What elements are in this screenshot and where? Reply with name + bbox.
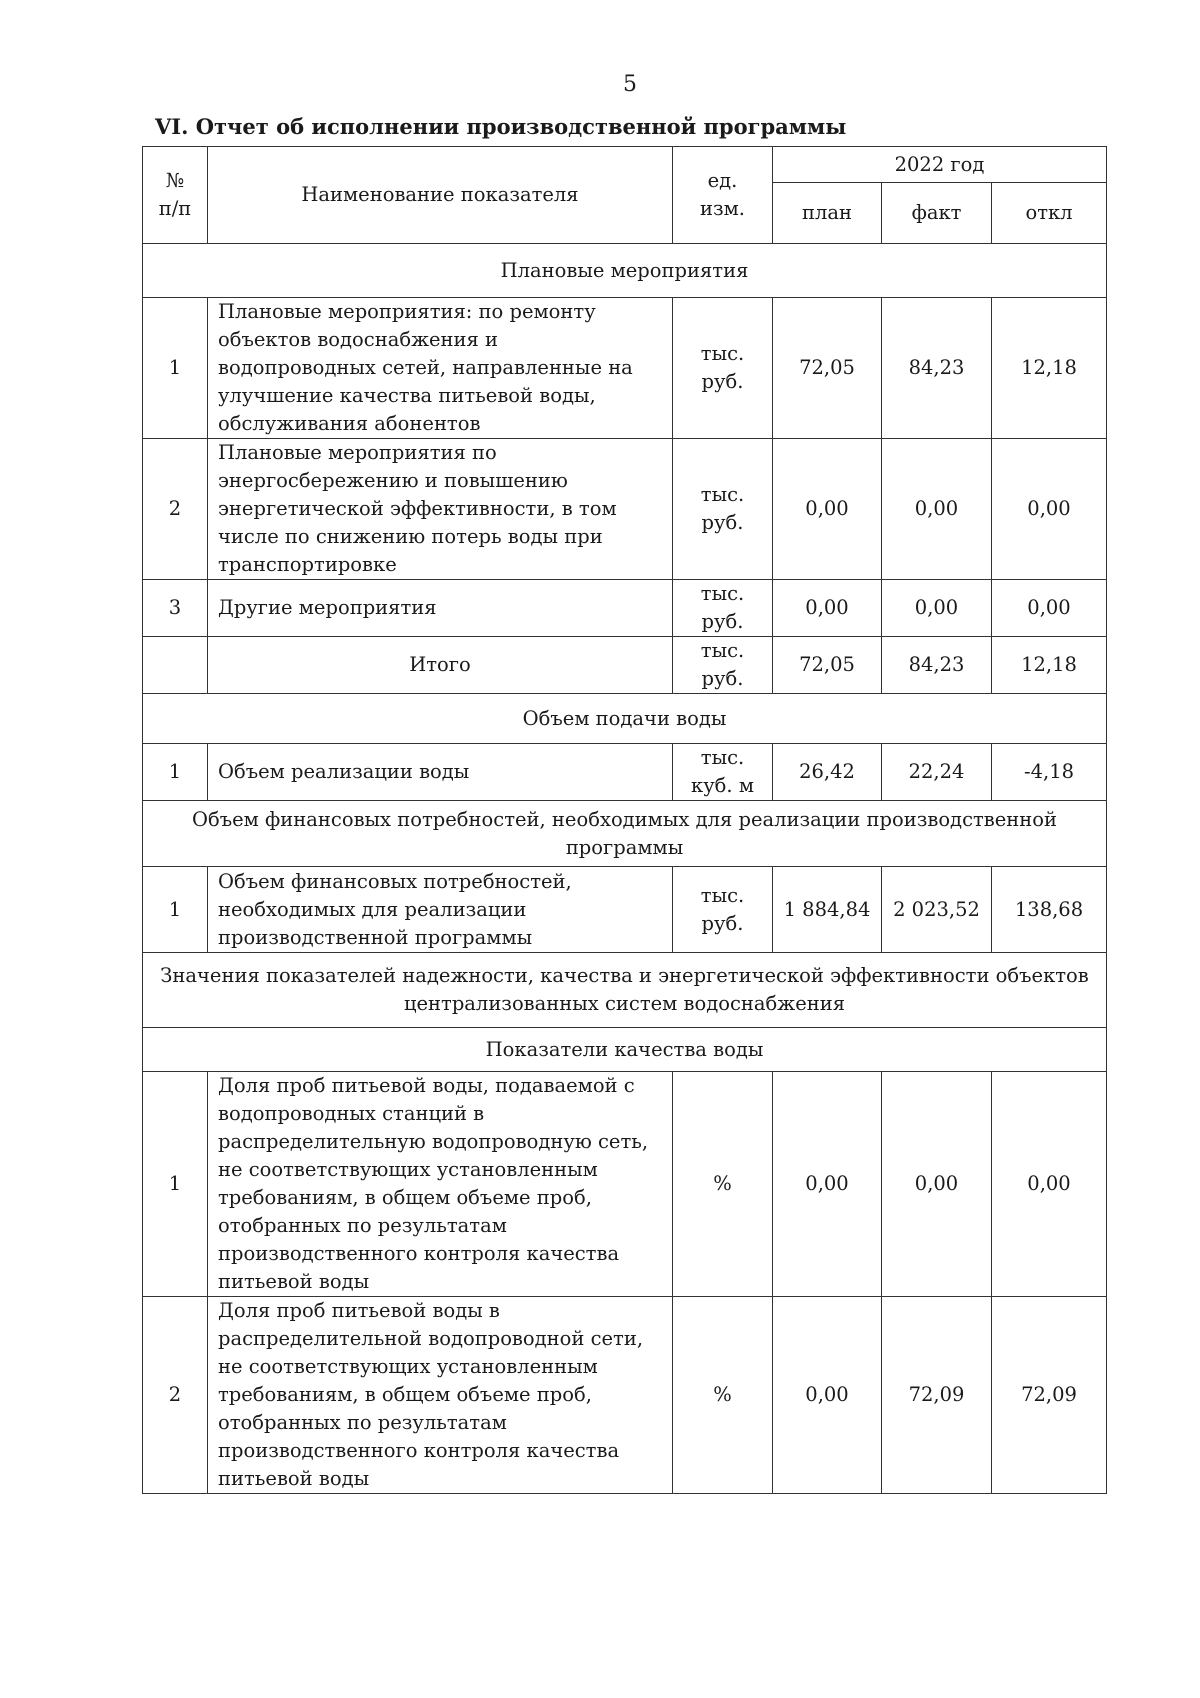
- row-name: Доля проб питьевой воды, подаваемой с водопроводных станций в распределительную водопроводную сеть, не соответствующих установленным требованиям, в общем объеме проб, отобранных по результатам производственного контроля качества питьевой воды: [208, 1072, 673, 1297]
- row-plan: 0,00: [773, 439, 882, 580]
- header-fact: факт: [882, 183, 992, 244]
- row-name: Другие мероприятия: [208, 580, 673, 637]
- row-deviation: 0,00: [992, 439, 1107, 580]
- table-row: [143, 439, 1107, 580]
- header-unit: ед. изм.: [673, 147, 773, 244]
- row-num: 1: [143, 744, 208, 801]
- row-deviation: 12,18: [992, 298, 1107, 439]
- row-plan: 72,05: [773, 298, 882, 439]
- row-deviation: 138,68: [992, 867, 1107, 953]
- table-row: [143, 1072, 1107, 1297]
- table-row: [143, 744, 1107, 801]
- header-deviation: откл: [992, 183, 1107, 244]
- header-year: 2022 год: [773, 147, 1107, 183]
- row-plan: 0,00: [773, 1297, 882, 1494]
- row-plan: 1 884,84: [773, 867, 882, 953]
- row-deviation: -4,18: [992, 744, 1107, 801]
- row-unit: %: [673, 1072, 773, 1297]
- row-unit: тыс. руб.: [673, 867, 773, 953]
- table-row: [143, 298, 1107, 439]
- table-row: [143, 1297, 1107, 1494]
- row-name: Доля проб питьевой воды в распределительной водопроводной сети, не соответствующих установленным требованиям, в общем объеме проб, отобранных по результатам производственного контроля качества питьевой воды: [208, 1297, 673, 1494]
- row-unit: тыс. руб.: [673, 298, 773, 439]
- row-deviation: 0,00: [992, 580, 1107, 637]
- row-unit: %: [673, 1297, 773, 1494]
- row-num: 1: [143, 1072, 208, 1297]
- header-num: № п/п: [143, 147, 208, 244]
- row-name: Плановые мероприятия: по ремонту объектов водоснабжения и водопроводных сетей, направленные на улучшение качества питьевой воды, обслуживания абонентов: [208, 298, 673, 439]
- row-deviation: 12,18: [992, 637, 1107, 694]
- row-unit: тыс. куб. м: [673, 744, 773, 801]
- row-num: 3: [143, 580, 208, 637]
- total-label: Итого: [208, 637, 673, 694]
- section-financial-needs: Объем финансовых потребностей, необходимых для реализации производственной программы: [143, 801, 1107, 867]
- row-num: 1: [143, 298, 208, 439]
- row-fact: 0,00: [882, 580, 992, 637]
- section-planned-measures: Плановые мероприятия: [143, 244, 1107, 298]
- header-name: Наименование показателя: [208, 147, 673, 244]
- row-fact: 0,00: [882, 1072, 992, 1297]
- row-unit: тыс. руб.: [673, 580, 773, 637]
- header-plan: план: [773, 183, 882, 244]
- row-fact: 22,24: [882, 744, 992, 801]
- table-row: [143, 867, 1107, 953]
- row-num: 2: [143, 1297, 208, 1494]
- total-row: [143, 637, 1107, 694]
- row-num: 2: [143, 439, 208, 580]
- section-title: VI. Отчет об исполнении производственной программы: [155, 114, 847, 139]
- section-reliability-indicators: Значения показателей надежности, качества и энергетической эффективности объектов централизованных систем водоснабжения: [143, 953, 1107, 1028]
- row-fact: 2 023,52: [882, 867, 992, 953]
- row-fact: 84,23: [882, 637, 992, 694]
- table-row: [143, 580, 1107, 637]
- section-water-quality: Показатели качества воды: [143, 1028, 1107, 1072]
- row-name: Объем финансовых потребностей, необходимых для реализации производственной программы: [208, 867, 673, 953]
- row-unit: тыс. руб.: [673, 439, 773, 580]
- row-unit: тыс. руб.: [673, 637, 773, 694]
- row-num: 1: [143, 867, 208, 953]
- section-water-supply-volume: Объем подачи воды: [143, 694, 1107, 744]
- row-name: Плановые мероприятия по энергосбережению и повышению энергетической эффективности, в том числе по снижению потерь воды при транспортировке: [208, 439, 673, 580]
- row-fact: 84,23: [882, 298, 992, 439]
- row-plan: 0,00: [773, 580, 882, 637]
- row-plan: 72,05: [773, 637, 882, 694]
- production-program-table: [142, 146, 1107, 1494]
- row-deviation: 72,09: [992, 1297, 1107, 1494]
- row-fact: 72,09: [882, 1297, 992, 1494]
- row-plan: 26,42: [773, 744, 882, 801]
- row-deviation: 0,00: [992, 1072, 1107, 1297]
- row-fact: 0,00: [882, 439, 992, 580]
- page-number: 5: [623, 72, 637, 97]
- row-num: [143, 637, 208, 694]
- row-plan: 0,00: [773, 1072, 882, 1297]
- row-name: Объем реализации воды: [208, 744, 673, 801]
